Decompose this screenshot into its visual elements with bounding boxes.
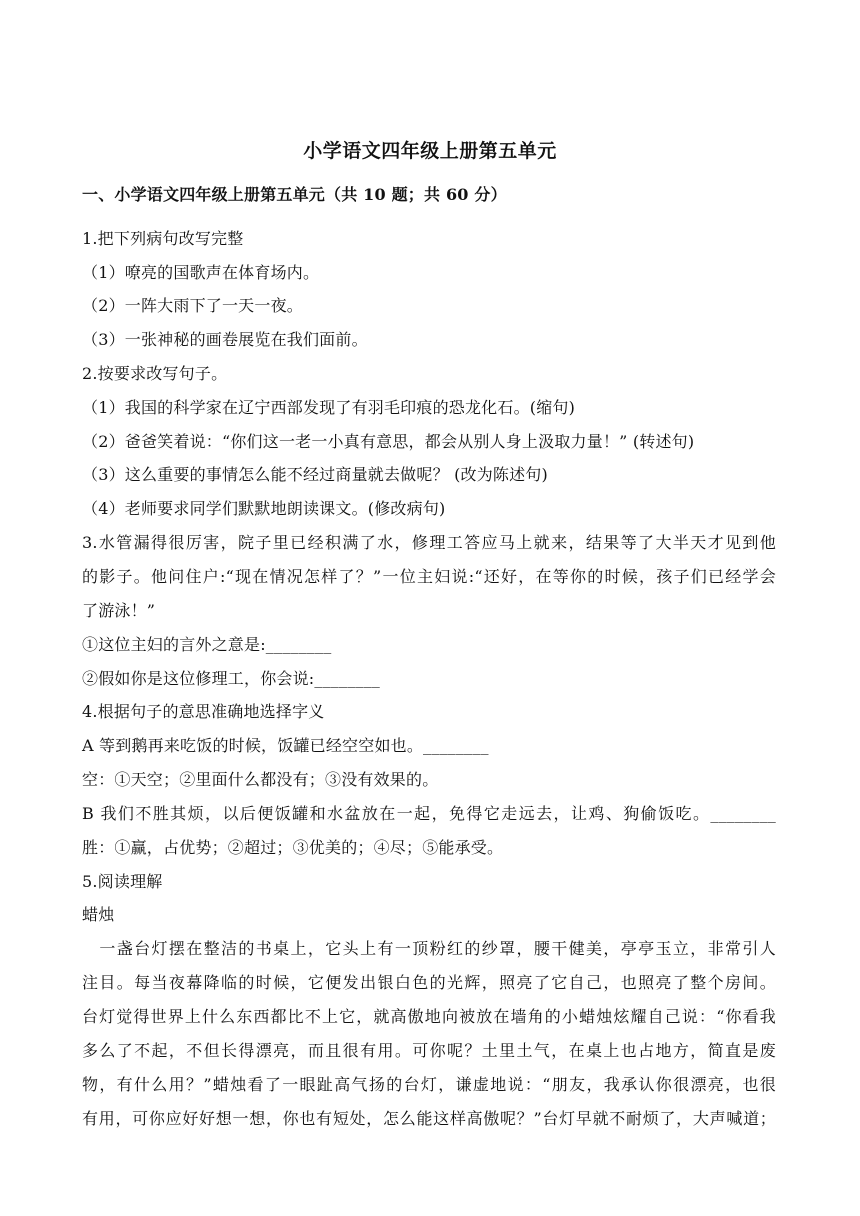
q2-item-2: （2）爸爸笑着说：“你们这一老一小真有意思，都会从别人身上汲取力量！” (转述句) bbox=[82, 432, 695, 451]
question-1: 1.把下列病句改写完整 bbox=[82, 229, 244, 248]
section-heading: 一、小学语文四年级上册第五单元（共 10 题；共 60 分） bbox=[82, 185, 507, 204]
question-2: 2.按要求改写句子。 bbox=[82, 364, 228, 383]
question-3-line-2: 的影子。他问住户:“现在情况怎样了？”一位主妇说:“还好，在等你的时候，孩子们已经学会 bbox=[82, 567, 776, 586]
q1-item-2: （2）一阵大雨下了一天一夜。 bbox=[82, 296, 303, 315]
passage-line-1: 一盏台灯摆在整洁的书桌上，它头上有一顶粉红的纱罩，腰干健美，亭亭玉立，非常引人 bbox=[82, 939, 776, 958]
q3-item-1: ①这位主妇的言外之意是:________ bbox=[82, 635, 332, 654]
passage-line-4: 多么了不起，不但长得漂亮，而且很有用。可你呢？土里土气，在桌上也占地方，简直是废 bbox=[82, 1041, 776, 1060]
q4-a: A 等到鹅再来吃饭的时候，饭罐已经空空如也。________ bbox=[82, 736, 489, 755]
question-5: 5.阅读理解 bbox=[82, 872, 163, 891]
q2-item-4: （4）老师要求同学们默默地朗读课文。(修改病句) bbox=[82, 499, 446, 518]
q1-item-1: （1）嘹亮的国歌声在体育场内。 bbox=[82, 263, 320, 282]
q1-item-3: （3）一张神秘的画卷展览在我们面前。 bbox=[82, 330, 368, 349]
q4-b: B 我们不胜其烦，以后便饭罐和水盆放在一起，免得它走远去，让鸡、狗偷饭吃。________ bbox=[82, 804, 776, 823]
q2-item-3: （3）这么重要的事情怎么能不经过商量就去做呢？ (改为陈述句) bbox=[82, 465, 548, 484]
q3-item-2: ②假如你是这位修理工，你会说:________ bbox=[82, 669, 380, 688]
doc-title: 小学语文四年级上册第五单元 bbox=[303, 140, 557, 162]
q2-item-1: （1）我国的科学家在辽宁西部发现了有羽毛印痕的恐龙化石。(缩句) bbox=[82, 398, 576, 417]
passage-line-2: 注目。每当夜幕降临的时候，它便发出银白色的光辉，照亮了它自己，也照亮了整个房间。 bbox=[82, 973, 776, 992]
passage-line-3: 台灯觉得世界上什么东西都比不上它，就高傲地向被放在墙角的小蜡烛炫耀自己说：“你看我 bbox=[82, 1007, 776, 1026]
q4-a-options: 空：①天空；②里面什么都没有；③没有效果的。 bbox=[82, 770, 439, 789]
passage-line-5: 物，有什么用？”蜡烛看了一眼趾高气扬的台灯，谦虚地说：“朋友，我承认你很漂亮，也很 bbox=[82, 1075, 776, 1094]
question-3-line-3: 了游泳！” bbox=[82, 601, 156, 620]
passage-title: 蜡烛 bbox=[82, 905, 115, 924]
question-4: 4.根据句子的意思准确地选择字义 bbox=[82, 702, 325, 721]
passage-line-6: 有用，可你应好好想一想，你也有短处，怎么能这样高傲呢？”台灯早就不耐烦了，大声喊道； bbox=[82, 1109, 776, 1128]
q4-b-options: 胜：①赢，占优势；②超过；③优美的；④尽；⑤能承受。 bbox=[82, 838, 504, 857]
question-3-line-1: 3.水管漏得很厉害，院子里已经积满了水，修理工答应马上就来，结果等了大半天才见到他 bbox=[82, 533, 776, 552]
